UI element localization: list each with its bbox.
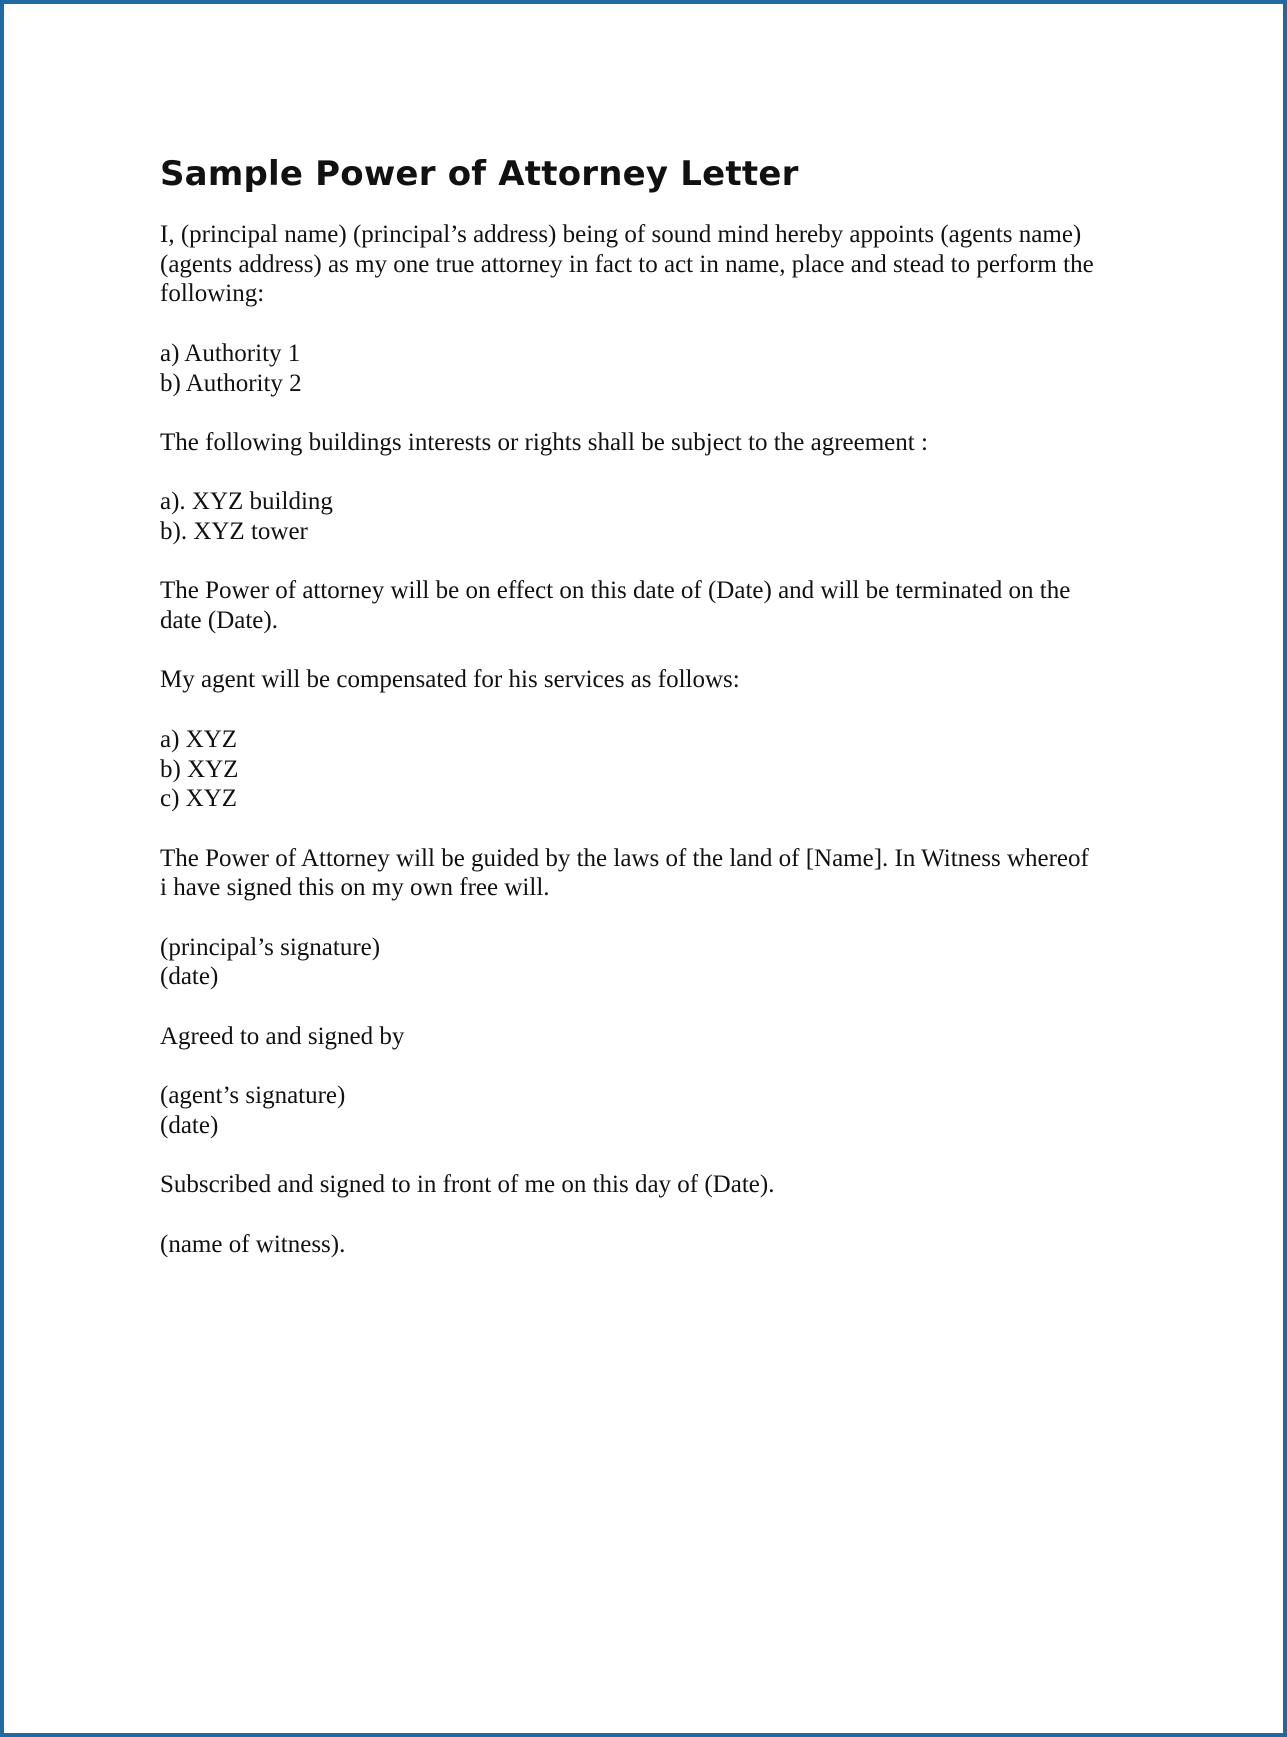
- authorities-list: [160, 339, 1150, 398]
- buildings-list: [160, 487, 1150, 546]
- compensation-intro-text: My agent will be compensated for his services as follows:: [160, 666, 740, 694]
- principal-date: (date): [160, 963, 219, 991]
- principal-signature-block: [160, 933, 1150, 992]
- agent-signature-block: [160, 1081, 1150, 1140]
- intro-line: (agents address) as my one true attorney in fact to act in name, place and stead to perform the: [160, 250, 1094, 278]
- intro-line: following:: [160, 280, 265, 308]
- list-item: a) Authority 1: [160, 339, 301, 367]
- list-item: b). XYZ tower: [160, 517, 308, 545]
- list-item: b) XYZ: [160, 755, 239, 783]
- principal-signature: (principal’s signature): [160, 933, 381, 961]
- effect-line: date (Date).: [160, 607, 278, 635]
- list-item: a) XYZ: [160, 725, 238, 753]
- witness-block: [160, 1230, 1150, 1260]
- buildings-intro: [160, 428, 1150, 458]
- laws-paragraph: [160, 844, 1150, 903]
- agreed-block: [160, 1022, 1150, 1052]
- compensation-intro: [160, 665, 1150, 695]
- buildings-intro-text: The following buildings interests or rights shall be subject to the agreement :: [160, 428, 928, 456]
- subscribed-text: Subscribed and signed to in front of me on this day of (Date).: [160, 1171, 775, 1199]
- effect-line: The Power of attorney will be on effect on this date of (Date) and will be terminated on the: [160, 577, 1071, 605]
- list-item: c) XYZ: [160, 785, 238, 813]
- witness-name: (name of witness).: [160, 1230, 346, 1258]
- agent-date: (date): [160, 1111, 219, 1139]
- list-item: b) Authority 2: [160, 369, 302, 397]
- effect-paragraph: [160, 576, 1150, 635]
- laws-line: The Power of Attorney will be guided by the laws of the land of [Name]. In Witness whereof: [160, 844, 1089, 872]
- page-title: Sample Power of Attorney Letter: [160, 154, 799, 194]
- compensation-list: [160, 725, 1150, 814]
- intro-paragraph: [160, 220, 1150, 309]
- agreed-text: Agreed to and signed by: [160, 1022, 405, 1050]
- letter-page: [160, 154, 1150, 1289]
- agent-signature: (agent’s signature): [160, 1082, 346, 1110]
- list-item: a). XYZ building: [160, 488, 333, 516]
- intro-line: I, (principal name) (principal’s address) being of sound mind hereby appoints (agents name): [160, 221, 1082, 248]
- laws-line: i have signed this on my own free will.: [160, 874, 550, 902]
- subscribed-block: [160, 1170, 1150, 1200]
